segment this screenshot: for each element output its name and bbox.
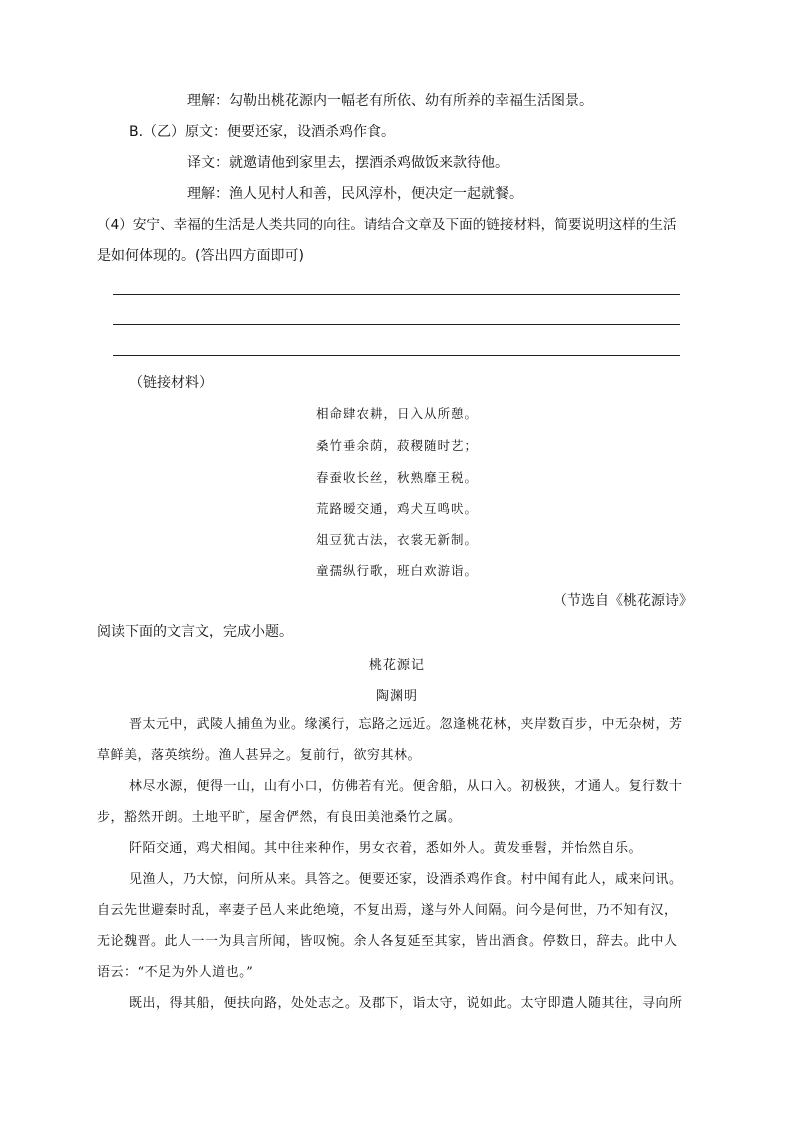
link-material-label: （链接材料） xyxy=(129,375,213,391)
poem-line: 俎豆犹古法，衣裳无新制。 xyxy=(315,532,478,547)
essay-line: 语云：“不足为外人道也。” xyxy=(97,965,254,980)
poem-line: 桑竹垂余荫，菽稷随时艺； xyxy=(315,438,478,453)
option-a-understanding: 理解：勾勒出桃花源内一幅老有所依、幼有所养的幸福生活图景。 xyxy=(187,93,593,109)
option-b-translation: 译文：就邀请他到家里去，摆酒杀鸡做饭来款待他。 xyxy=(187,155,509,171)
essay-line: 既出，得其船，便扶向路，处处志之。及郡下，诣太守，说如此。太守即遣人随其往，寻向所 xyxy=(129,996,683,1011)
poem-line: 春蚕收长丝，秋熟靡王税。 xyxy=(315,470,478,485)
essay-line: 晋太元中，武陵人捕鱼为业。缘溪行，忘路之远近。忽逢桃花林，夹岸数百步，中无杂树，芳 xyxy=(129,717,683,732)
essay-line: 无论魏晋。此人一一为具言所闻，皆叹惋。余人各复延至其家，皆出酒食。停数日，辞去。此中人 xyxy=(97,934,678,949)
option-b-understanding: 理解：渔人见村人和善，民风淳朴，便决定一起就餐。 xyxy=(187,186,523,202)
essay-line: 阡陌交通，鸡犬相闻。其中往来种作，男女衣着，悉如外人。黄发垂髫，并怡然自乐。 xyxy=(129,841,643,856)
answer-line-3 xyxy=(113,355,680,356)
essay-line: 步，豁然开朗。土地平旷，屋舍俨然，有良田美池桑竹之属。 xyxy=(97,810,462,825)
essay-line: 林尽水源，便得一山，山有小口，仿佛若有光。便舍船，从口入。初极狭，才通人。复行数十 xyxy=(129,779,683,794)
question-4-line-2: 是如何体现的。(答出四方面即可) xyxy=(97,248,304,264)
essay-line: 草鲜美，落英缤纷。渔人甚异之。复前行，欲穷其林。 xyxy=(97,748,422,763)
poem-line: 童孺纵行歌，班白欢游诣。 xyxy=(315,563,478,578)
answer-line-2 xyxy=(113,324,680,325)
answer-line-1 xyxy=(113,294,680,295)
essay-line: 自云先世避秦时乱，率妻子邑人来此绝境，不复出焉，遂与外人间隔。问今是何世，乃不知有汉， xyxy=(97,903,678,918)
essay-title: 桃花源记 xyxy=(368,658,425,673)
poem-line: 荒路暧交通，鸡犬互鸣吠。 xyxy=(315,501,478,516)
option-b-original: B.（乙）原文：便要还家，设酒杀鸡作食。 xyxy=(129,124,396,140)
poem-line: 相命肆农耕，日入从所憩。 xyxy=(315,406,478,421)
reading-instruction: 阅读下面的文言文，完成小题。 xyxy=(97,624,293,640)
question-4-line-1: （4）安宁、幸福的生活是人类共同的向往。请结合文章及下面的链接材料，简要说明这样的生活 xyxy=(97,217,677,233)
poem-source: （节选自《桃花源诗》 xyxy=(553,593,693,609)
essay-author: 陶渊明 xyxy=(375,689,418,704)
essay-line: 见渔人，乃大惊，问所从来。具答之。便要还家，设酒杀鸡作食。村中闻有此人，咸来问讯。 xyxy=(129,872,683,887)
